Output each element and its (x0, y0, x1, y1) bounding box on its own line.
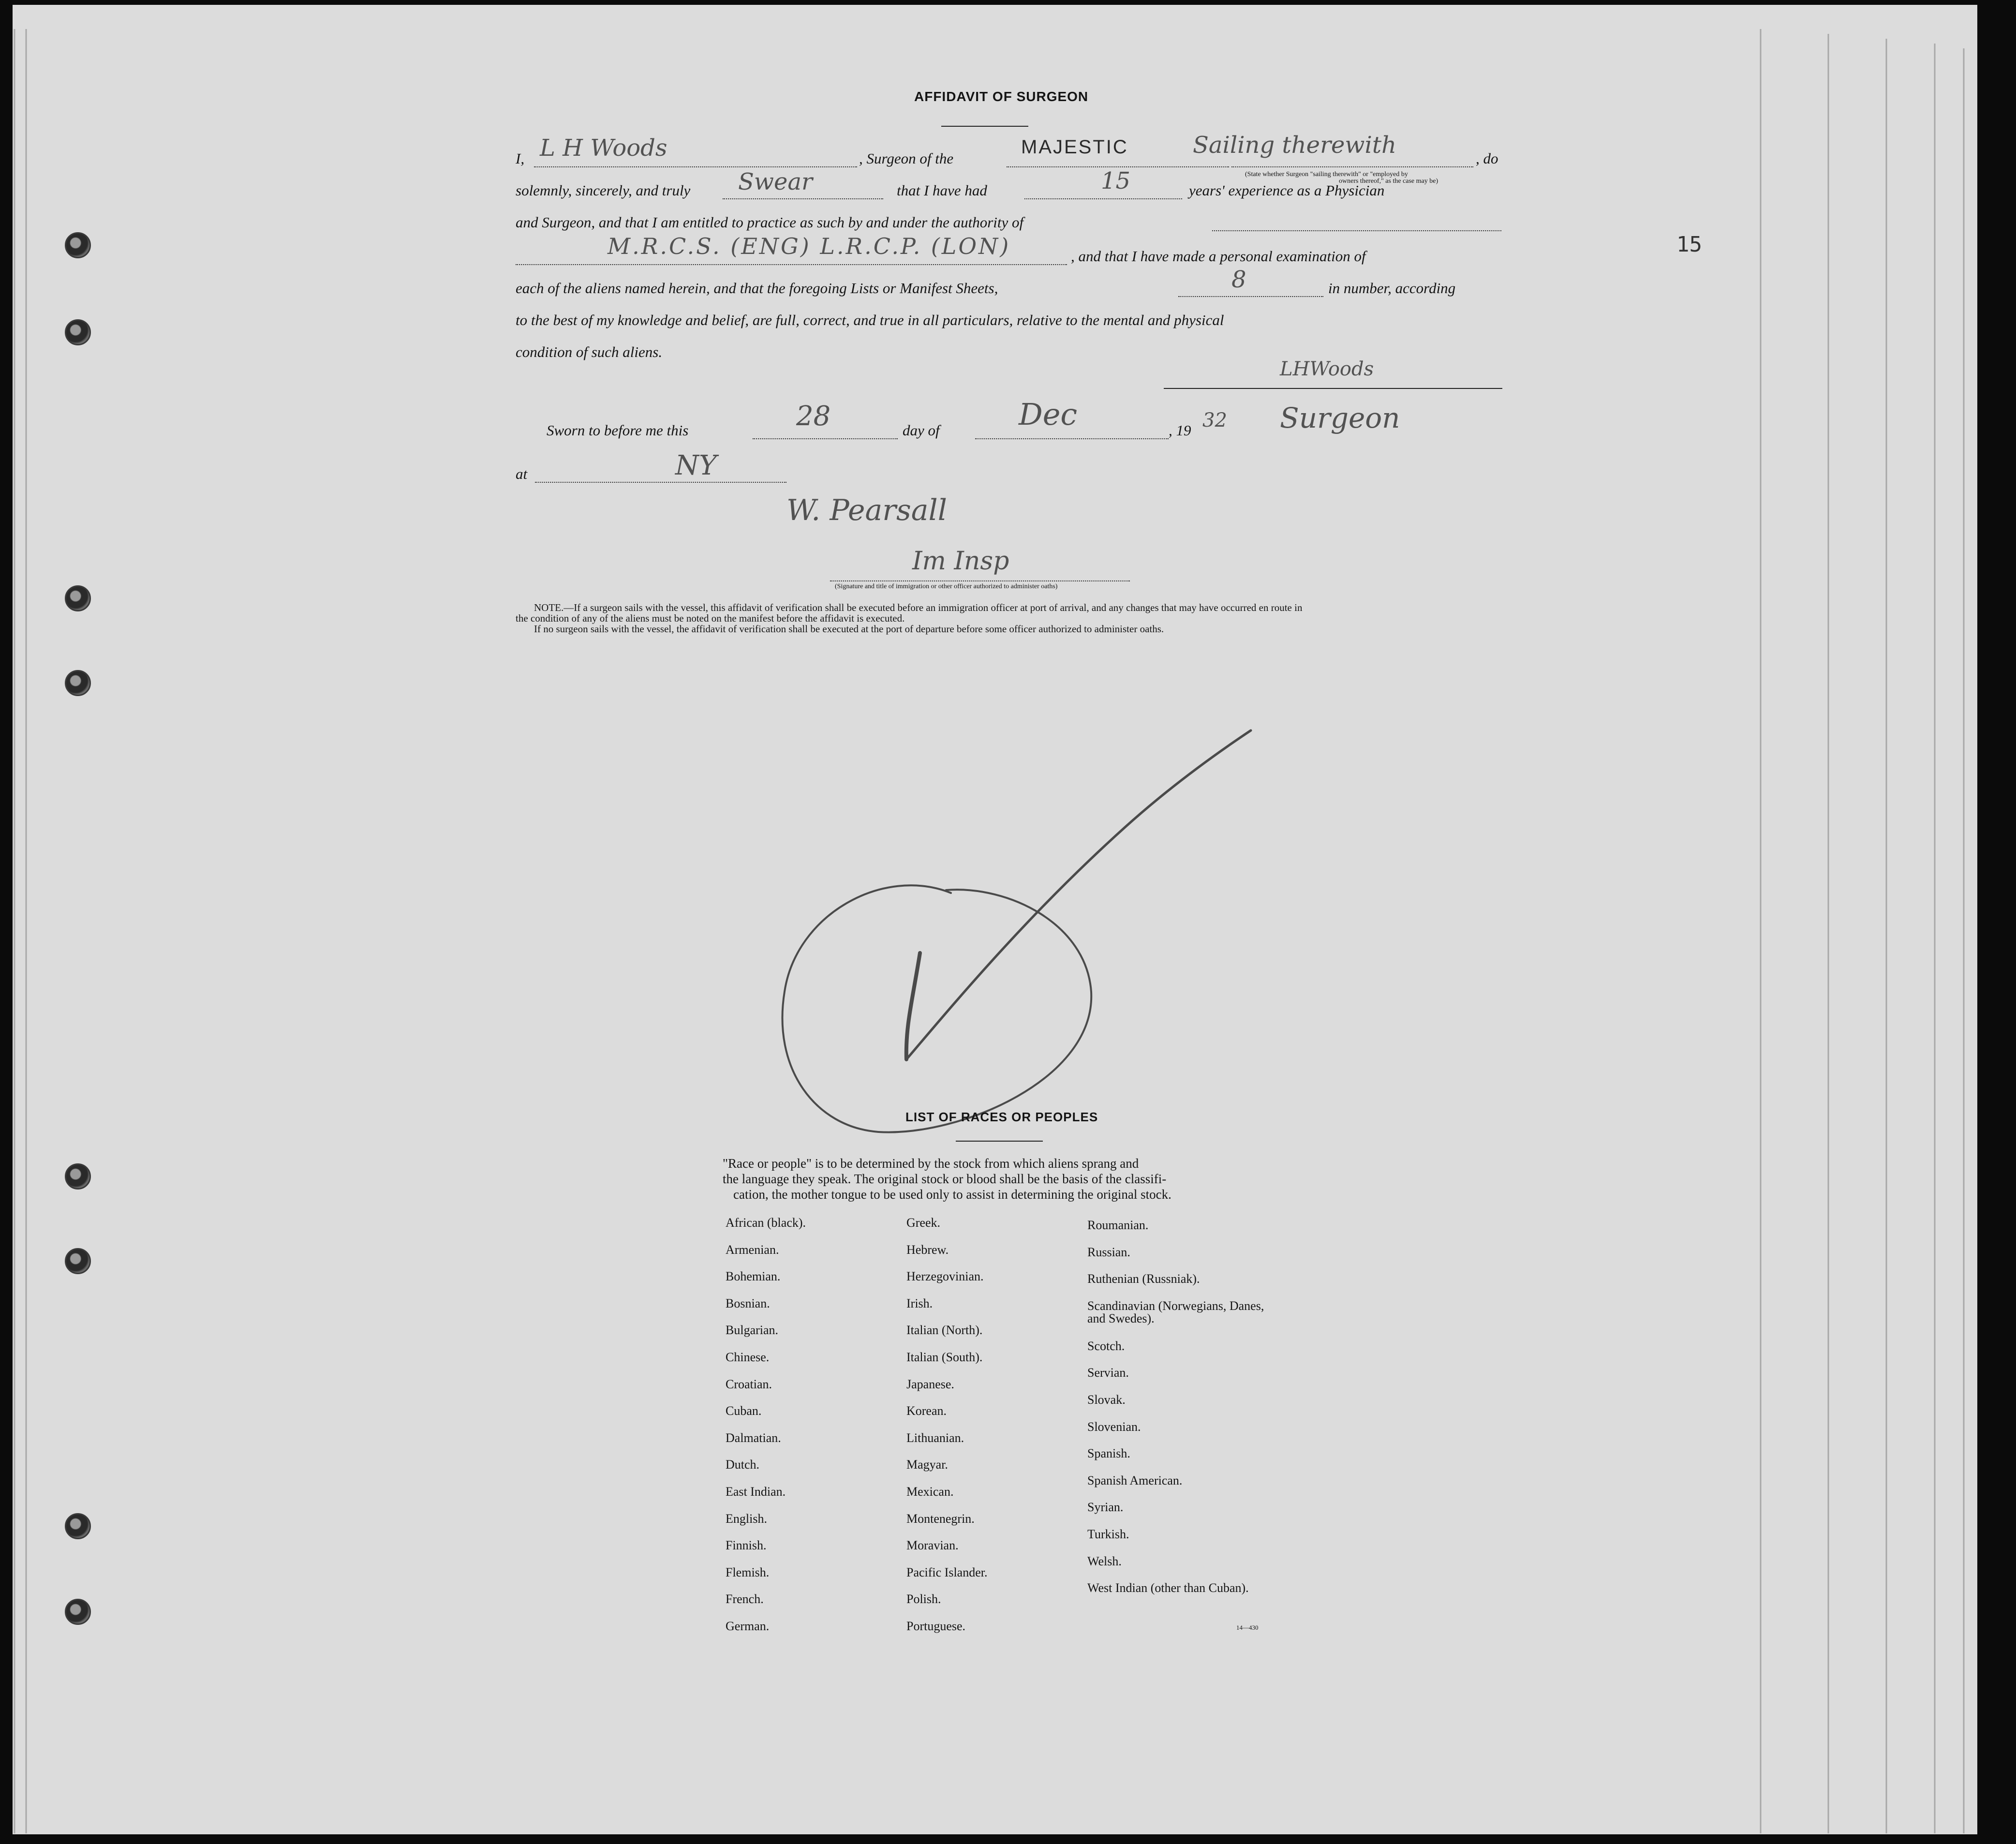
race-item: Armenian. (726, 1242, 779, 1257)
races-title-underline (956, 1141, 1043, 1142)
race-item: Servian. (1087, 1366, 1129, 1380)
race-item: Croatian. (726, 1377, 772, 1391)
race-item: Turkish. (1087, 1527, 1129, 1541)
race-item: Ruthenian (Russniak). (1087, 1272, 1200, 1286)
race-item: Montenegrin. (906, 1511, 975, 1526)
race-item: African (black). (726, 1216, 806, 1230)
race-item: Italian (North). (906, 1323, 983, 1338)
race-item: Polish. (906, 1592, 941, 1606)
note-line-3: If no surgeon sails with the vessel, the affidavit of verification shall be executed at the port of departure before some officer authorized to administer oaths. (534, 623, 1164, 635)
race-item: Slovenian. (1087, 1419, 1141, 1434)
race-item: Mexican. (906, 1484, 954, 1499)
status-value: Sailing therewith (1193, 132, 1397, 159)
races-title: LIST OF RACES OR PEOPLES (905, 1110, 1098, 1124)
line1-prefix: I, (516, 150, 525, 167)
sworn-day: 28 (796, 401, 831, 432)
race-item: East Indian. (726, 1484, 786, 1499)
line4-suffix: , and that I have made a personal examination of (1071, 248, 1366, 265)
line2-mid: that I have had (897, 182, 987, 199)
races-intro-line-2: the language they speak. The original stock or blood shall be the basis of the classifi- (723, 1172, 1167, 1186)
race-item: English. (726, 1511, 767, 1526)
form-number: 14—430 (1236, 1624, 1259, 1631)
race-item: Scandinavian (Norwegians, Danes, and Swedes). (1087, 1298, 1264, 1325)
race-item: Greek. (906, 1216, 941, 1230)
race-item: Dutch. (726, 1457, 760, 1472)
race-item: Chinese. (726, 1350, 770, 1364)
race-item: Spanish. (1087, 1446, 1130, 1461)
race-item: German. (726, 1619, 770, 1633)
race-item: Scotch. (1087, 1338, 1125, 1353)
officer-signature: W. Pearsall (786, 493, 947, 527)
races-column-3 (1087, 1218, 1264, 1622)
race-item: Pacific Islander. (906, 1565, 988, 1579)
line7: condition of such aliens. (516, 343, 663, 360)
race-item: Syrian. (1087, 1500, 1124, 1515)
authority-value: M.R.C.S. (ENG) L.R.C.P. (LON) (608, 233, 1011, 259)
note-line-1: NOTE.—If a surgeon sails with the vessel, this affidavit of verification shall be executed before an immigration officer at port of arrival, and any changes that may have occurred en route in (534, 602, 1303, 613)
race-item: Italian (South). (906, 1350, 983, 1364)
race-item: Bohemian. (726, 1269, 781, 1284)
race-item: Japanese. (906, 1377, 954, 1391)
sworn-year-prefix: , 19 (1169, 422, 1191, 439)
affidavit-title: AFFIDAVIT OF SURGEON (914, 89, 1089, 104)
sworn-mid: day of (903, 422, 940, 439)
race-item: Dalmatian. (726, 1430, 781, 1445)
race-item: Irish. (906, 1296, 933, 1310)
page-number: 15 (1676, 232, 1702, 257)
races-intro-line-1: "Race or people" is to be determined by the stock from which aliens sprang and (723, 1156, 1139, 1171)
officer-title: Im Insp (912, 547, 1009, 576)
races-intro-line-3: cation, the mother tongue to be used only to assist in determining the original stock. (733, 1187, 1171, 1202)
status-note-2: owners thereof," as the case may be) (1339, 178, 1438, 185)
surgeon-signature: LHWoods (1280, 358, 1374, 380)
status-note-1: (State whether Surgeon "sailing therewith" or "employed by (1245, 171, 1408, 178)
line6: to the best of my knowledge and belief, are full, correct, and true in all particulars, relative to the mental and physical (516, 312, 1224, 328)
races-column-1 (726, 1217, 900, 1647)
race-item: Bulgarian. (726, 1323, 779, 1338)
race-item: Slovak. (1087, 1392, 1126, 1407)
race-item: Lithuanian. (906, 1430, 964, 1445)
line5-suffix: in number, according (1328, 280, 1456, 297)
race-item: Korean. (906, 1404, 947, 1418)
race-item: Finnish. (726, 1538, 767, 1553)
surgeon-name: L H Woods (540, 134, 667, 162)
race-item: Flemish. (726, 1565, 770, 1579)
line2-prefix: solemnly, sincerely, and truly (516, 182, 691, 199)
race-item: Hebrew. (906, 1242, 949, 1257)
race-item: Moravian. (906, 1538, 959, 1553)
sworn-month: Dec (1019, 397, 1078, 432)
ship-name: MAJESTIC (1021, 136, 1128, 158)
race-item: Herzegovinian. (906, 1269, 984, 1284)
years-value: 15 (1101, 167, 1131, 194)
sheets-value: 8 (1231, 266, 1246, 293)
oath-value: Swear (738, 168, 813, 195)
line3: and Surgeon, and that I am entitled to practice as such by and under the authority of (516, 214, 1024, 231)
race-item: Spanish American. (1087, 1473, 1183, 1487)
line5-prefix: each of the aliens named herein, and that the foregoing Lists or Manifest Sheets, (516, 280, 998, 297)
race-item: Welsh. (1087, 1554, 1122, 1568)
sworn-year: 32 (1202, 409, 1227, 431)
race-item: Bosnian. (726, 1296, 770, 1310)
race-item: Russian. (1087, 1245, 1130, 1259)
line1-suffix: , do (1476, 150, 1498, 167)
at-place: NY (675, 450, 717, 481)
surgeon-title-handwritten: Surgeon (1280, 402, 1400, 434)
note-line-2: the condition of any of the aliens must be noted on the manifest before the affidavit is executed. (516, 612, 905, 624)
sworn-prefix: Sworn to before me this (547, 422, 689, 439)
signature-caption: (Signature and title of immigration or other officer authorized to administer oaths) (835, 583, 1058, 590)
race-item: French. (726, 1592, 764, 1606)
race-item: Cuban. (726, 1404, 762, 1418)
race-item: Magyar. (906, 1457, 948, 1472)
race-item: West Indian (other than Cuban). (1087, 1581, 1249, 1595)
manifest-page (13, 5, 1977, 1834)
races-column-2 (906, 1217, 1081, 1647)
at-label: at (516, 465, 528, 482)
line1-mid: , Surgeon of the (859, 150, 954, 167)
race-item: Portuguese. (906, 1619, 966, 1633)
race-item: Roumanian. (1087, 1218, 1149, 1232)
line2-suffix: years' experience as a Physician (1189, 182, 1385, 199)
